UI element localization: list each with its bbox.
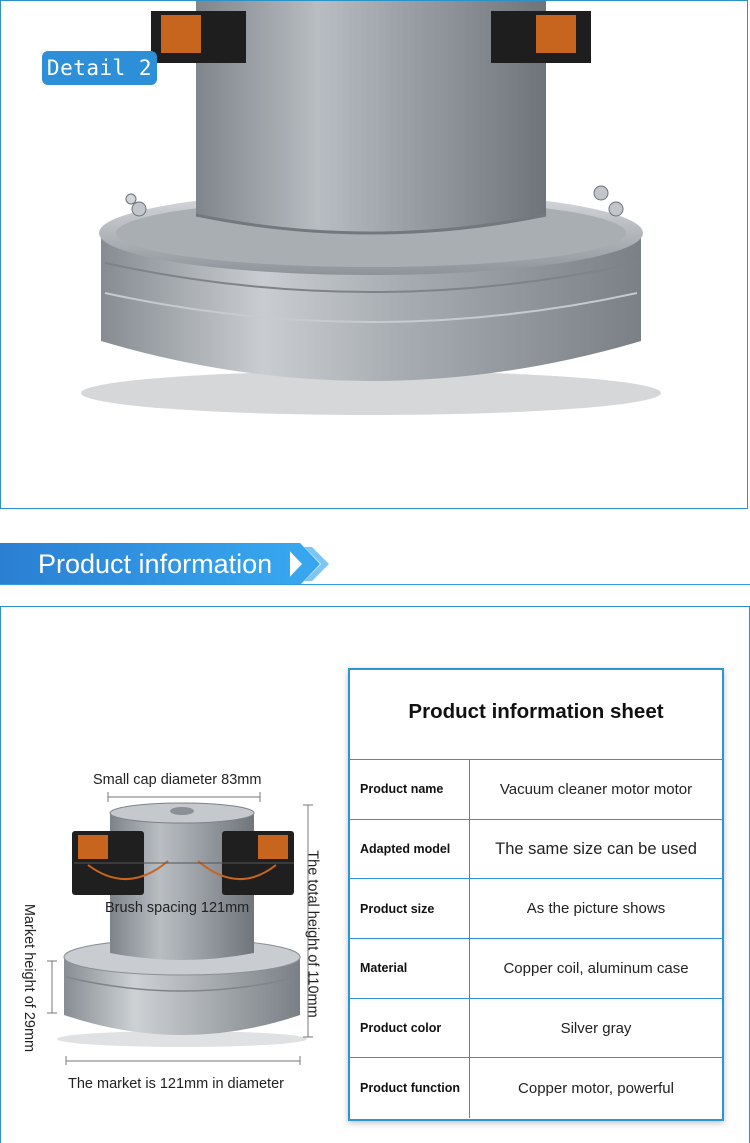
section-divider xyxy=(0,584,750,585)
row-key: Product size xyxy=(350,879,470,938)
row-key: Adapted model xyxy=(350,820,470,879)
detail-badge: Detail 2 xyxy=(42,51,157,85)
market-height-label: Market height of 29mm xyxy=(21,903,38,1053)
row-value: Copper coil, aluminum case xyxy=(503,959,689,977)
brush-spacing-label: Brush spacing 121mm xyxy=(105,900,250,916)
small-cap-diameter-label: Small cap diameter 83mm xyxy=(93,772,262,788)
section-heading-bar xyxy=(0,543,290,585)
row-value: As the picture shows xyxy=(526,900,666,918)
table-row xyxy=(350,760,722,820)
row-value: The same size can be used xyxy=(495,839,697,858)
row-value: Silver gray xyxy=(560,1019,632,1037)
section-heading: Product information xyxy=(38,549,273,579)
table-row xyxy=(350,820,722,880)
sheet-title: Product information sheet xyxy=(350,670,722,760)
product-info-sheet xyxy=(348,668,724,1121)
detail-photo-panel xyxy=(0,0,748,509)
table-row xyxy=(350,879,722,939)
market-diameter-label: The market is 121mm in diameter xyxy=(68,1076,284,1092)
row-key: Product function xyxy=(350,1058,470,1118)
row-key: Material xyxy=(350,939,470,998)
total-height-label: The total height of 110mm xyxy=(304,850,321,1018)
double-chevron-right-icon xyxy=(282,543,332,585)
row-key: Product color xyxy=(350,999,470,1058)
row-key: Product name xyxy=(350,760,470,819)
table-row xyxy=(350,939,722,999)
row-value: Vacuum cleaner motor motor xyxy=(499,780,693,798)
table-row xyxy=(350,1058,722,1118)
table-row xyxy=(350,999,722,1059)
row-value: Copper motor, powerful xyxy=(518,1079,674,1097)
